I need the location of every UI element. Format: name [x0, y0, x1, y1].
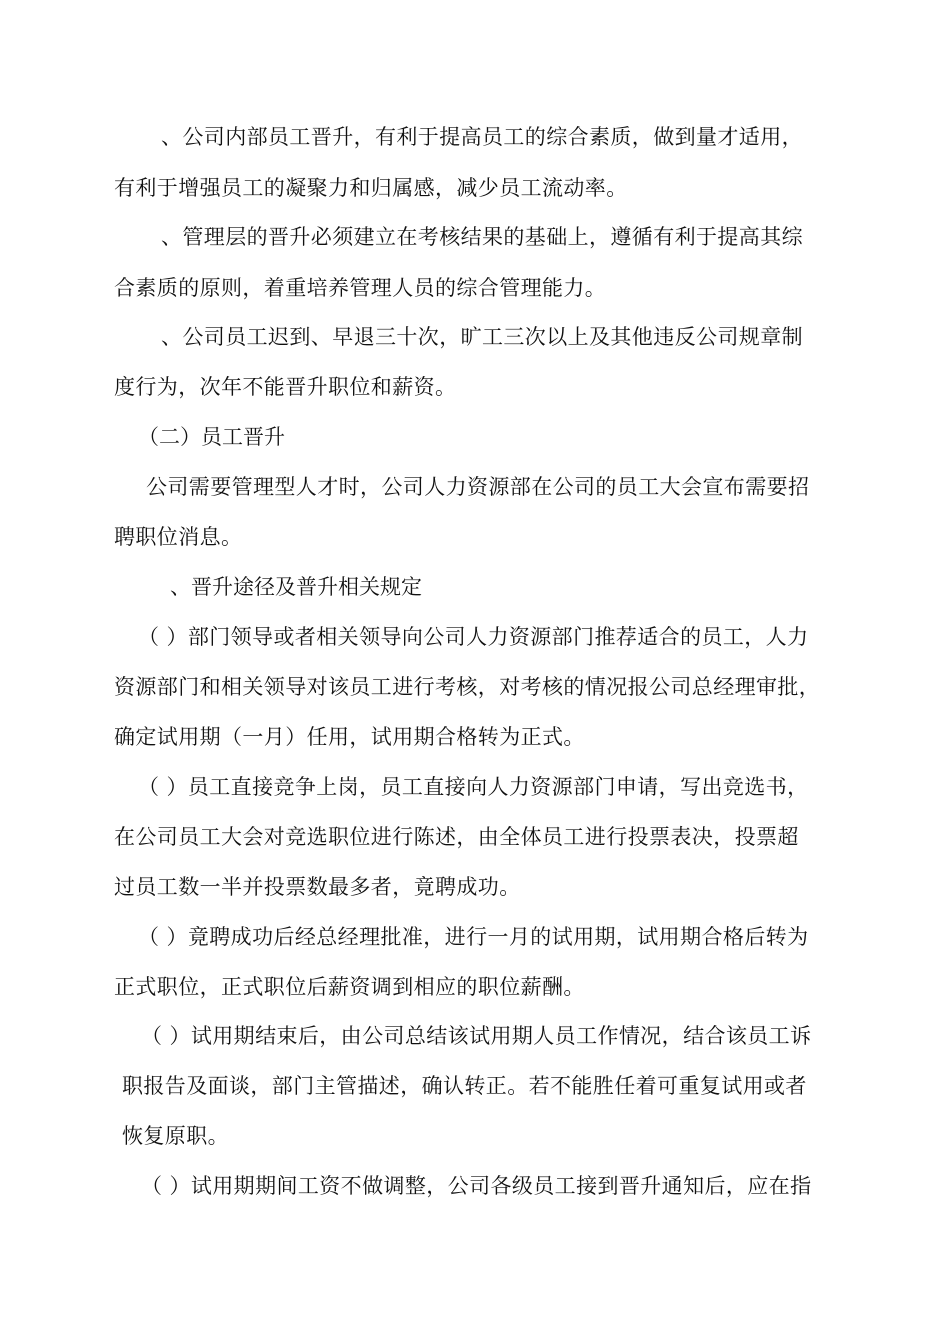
para-8-line-2: 职报告及面谈，部门主管描述，确认转正。若不能胜任着可重复试用或者	[122, 1074, 807, 1098]
para-2-line-2: 合素质的原则，着重培养管理人员的综合管理能力。	[114, 276, 607, 300]
para-8-line-1: （ ）试用期结束后，由公司总结该试用期人员工作情况，结合该员工诉	[141, 1024, 812, 1048]
section-heading: （二）员工晋升	[138, 425, 285, 449]
para-5-line-3: 确定试用期（一月）任用，试用期合格转为正式。	[114, 725, 585, 749]
para-6-line-3: 过员工数一半并投票数最多者，竟聘成功。	[114, 875, 521, 899]
para-6-line-1: （ ）员工直接竞争上岗，员工直接向人力资源部门申请，写出竞选书，	[138, 775, 809, 799]
para-7-line-1: （ ）竟聘成功后经总经理批准，进行一月的试用期，试用期合格后转为	[138, 925, 809, 949]
para-8-line-3: 恢复原职。	[122, 1124, 229, 1148]
para-6-line-2: 在公司员工大会对竞选职位进行陈述，由全体员工进行投票表决，投票超	[114, 825, 799, 849]
para-1-line-1: 、公司内部员工晋升，有利于提高员工的综合素质，做到量才适用，	[161, 125, 803, 149]
para-7-line-2: 正式职位，正式职位后薪资调到相应的职位薪酬。	[114, 975, 585, 999]
para-5-line-1: （ ）部门领导或者相关领导向公司人力资源部门推荐适合的员工，人力	[138, 625, 809, 649]
para-1-line-2: 有利于增强员工的凝聚力和归属感，减少员工流动率。	[114, 176, 628, 200]
para-9-line-1: （ ）试用期期间工资不做调整，公司各级员工接到晋升通知后，应在指	[141, 1174, 812, 1198]
para-4-line-1: 公司需要管理型人才时，公司人力资源部在公司的员工大会宣布需要招	[146, 475, 810, 499]
para-2-line-1: 、管理层的晋升必须建立在考核结果的基础上，遵循有利于提高其综	[161, 225, 803, 249]
para-5-line-2: 资源部门和相关领导对该员工进行考核，对考核的情况报公司总经理审批，	[114, 675, 821, 699]
subheading: 、晋升途径及普升相关规定	[170, 575, 422, 599]
para-4-line-2: 聘职位消息。	[114, 525, 243, 549]
para-3-line-1: 、公司员工迟到、早退三十次，旷工三次以上及其他违反公司规章制	[161, 325, 803, 349]
para-3-line-2: 度行为，次年不能晋升职位和薪资。	[114, 375, 457, 399]
